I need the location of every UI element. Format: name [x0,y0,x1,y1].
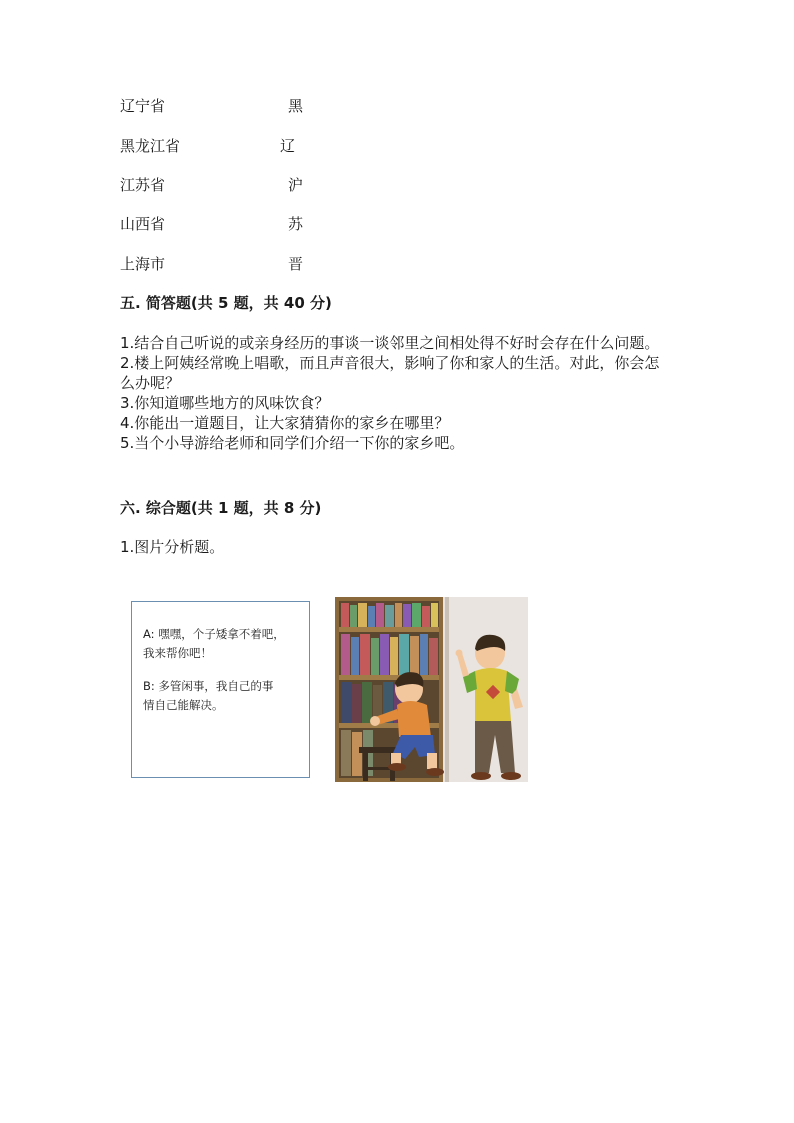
abbreviation-label: 苏 [288,215,304,233]
dialog-line: B: 多管闲事，我自己的事 [143,679,274,693]
province-label: 上海市 [120,255,166,273]
question-item: 3.你知道哪些地方的风味饮食？ [120,394,330,412]
dialog-line: 情自己能解决。 [143,698,224,712]
question-item: 1.图片分析题。 [120,538,225,556]
abbreviation-label: 晋 [288,255,304,273]
abbreviation-label: 沪 [288,176,304,194]
question-list [120,333,672,453]
section-title: 六. 综合题(共 1 题，共 8 分) [120,499,322,517]
dialog-line: A: 嘿嘿，个子矮拿不着吧， [143,627,285,641]
section-title: 五. 简答题(共 5 题，共 40 分) [120,294,332,312]
province-label: 黑龙江省 [120,137,181,155]
province-label: 江苏省 [120,176,166,194]
abbreviation-label: 辽 [280,137,296,155]
dialog-box [131,601,310,778]
question-item: 2.楼上阿姨经常晚上唱歌，而且声音很大，影响了你和家人的生活。对此，你会怎么办呢？ [120,354,660,392]
bookshelf-illustration [335,597,528,782]
dialog-line: 我来帮你吧！ [143,646,212,660]
province-label: 山西省 [120,215,166,233]
question-item: 4.你能出一道题目，让大家猜猜你的家乡在哪里？ [120,414,450,432]
question-item: 5.当个小导游给老师和同学们介绍一下你的家乡吧。 [120,434,465,452]
province-label: 辽宁省 [120,97,166,115]
abbreviation-label: 黑 [288,97,304,115]
question-item: 1.结合自己听说的或亲身经历的事谈一谈邻里之间相处得不好时会存在什么问题。 [120,334,660,352]
